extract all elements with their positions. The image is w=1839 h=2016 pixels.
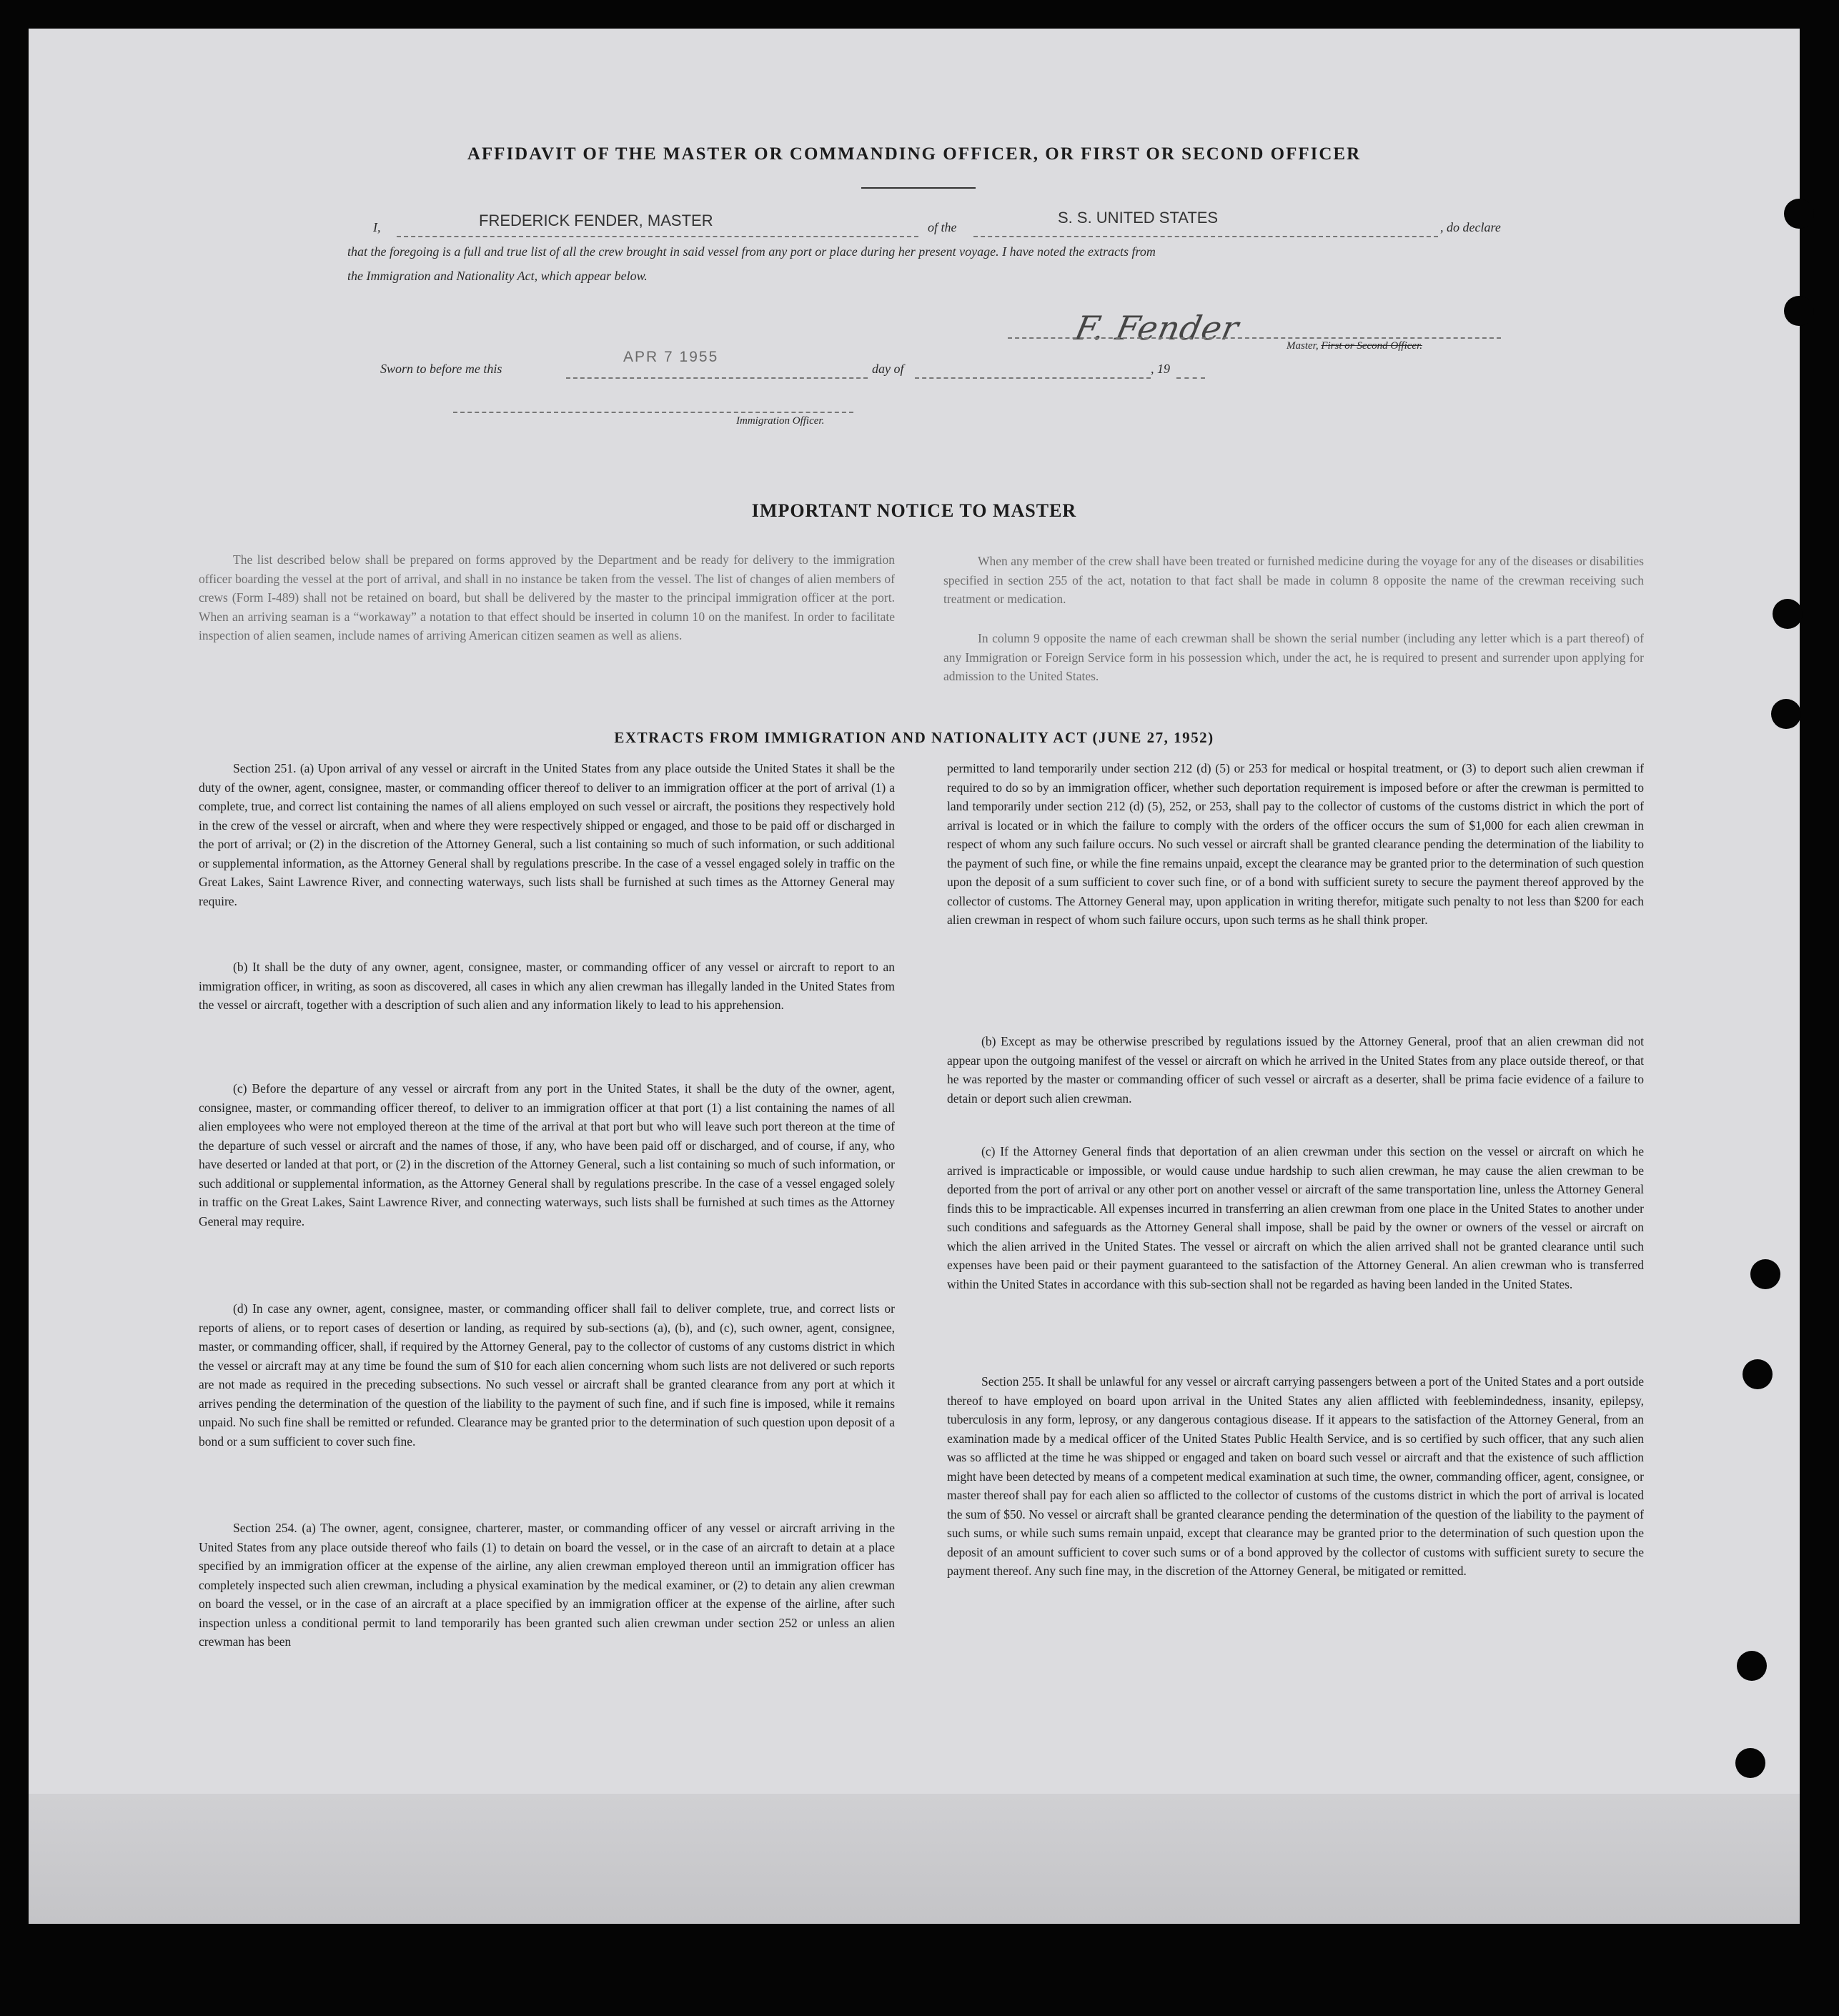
- section-251-a: Section 251. (a) Upon arrival of any vessel or aircraft in the United States from any place outside the United States it shall be the duty of the owner, agent, consignee, master, or commanding officer thereof to deliver to an immigration officer at the port of arrival (1) a complete, true, and correct list containing the names of all aliens employed on such vessel or aircraft, the positions they respectively hold in the crew of the vessel or aircraft, when and where they were respectively shipped or engaged, and those to be paid off or discharged in the port of arrival; or (2) in the discretion of the Attorney General, such a list containing so much of such information, or such additional or supplemental information, as the Attorney General shall by regulations prescribe. In the case of a vessel engaged solely in traffic on the Great Lakes, Saint Lawrence River, and connecting waterways, such lists shall be furnished at such times as the Attorney General may require.: [199, 761, 895, 908]
- struck-officer-text: First or Second Officer.: [1321, 340, 1422, 352]
- officer-signature-line: [453, 412, 853, 413]
- year-prefix: , 19: [1151, 362, 1170, 376]
- title-rule: [861, 187, 976, 189]
- extracts-title: EXTRACTS FROM IMMIGRATION AND NATIONALITY ACT (JUNE 27, 1952): [614, 729, 1214, 746]
- sworn-date-stamp: APR 7 1955: [623, 349, 719, 365]
- binder-hole: [1735, 1748, 1765, 1778]
- declaration-line-2: the Immigration and Nationality Act, which appear below.: [347, 269, 648, 283]
- notice-right-paragraph-2: In column 9 opposite the name of each crewman shall be shown the serial number (including any letter which is a part thereof) of any Immigration or Foreign Service form in his possession which, under the act, he is required to present and surrender upon applying for admission to the United States.: [943, 631, 1644, 683]
- section-251-d: (d) In case any owner, agent, consignee, master, or commanding officer shall fail to deliver complete, true, and correct lists or reports of aliens, or to report cases of desertion or landing, as required by sub-sections (a), (b), and (c), such owner, agent, consignee, master, or commanding officer, shall, if required by the Attorney General, pay to the collector of customs of any customs district in which the vessel or aircraft may at any time be found the sum of $10 for each alien concerning whom such lists are not delivered or such reports are not made as required in the preceding subsections. No such vessel or aircraft shall be granted clearance from any port at which it arrives pending the determination of the question of the liability to the payment of such fine, and if such fine is imposed, while it remains unpaid. No such fine shall be remitted or refunded. Clearance may be granted prior to the determination of such question upon deposit of a bond or a sum sufficient to cover such fine.: [199, 1301, 895, 1449]
- binder-hole: [1743, 1359, 1773, 1389]
- section-255: Section 255. It shall be unlawful for any vessel or aircraft carrying passengers between a port of the United States and a port outside thereof to have employed on board upon arrival in the United States any alien afflicted with feeblemindedness, insanity, epilepsy, tuberculosis in any form, leprosy, or any dangerous contagious disease. If it appears to the satisfaction of the Attorney General, from an examination made by a medical officer of the United States Public Health Service, and is so certified by such officer, that any such alien was so afflicted at the time he was shipped or engaged and taken on board such vessel or aircraft and that the existence of such affliction might have been detected by means of a competent medical examination at such time, the owner, commanding officer, agent, consignee, or master thereof shall pay for each alien so afflicted to the collector of customs of the customs district in which the port of arrival is located the sum of $50. No vessel or aircraft shall be granted clearance pending the determination of the question of the liability to the payment of such sums, or while such sums remain unpaid, except that clearance may be granted prior to the determination of such question upon the deposit of an amount sufficient to cover such sums or of a bond approved by the collector of customs with sufficient surety to secure the payment thereof. Any such fine may, in the discretion of the Attorney General, be mitigated or remitted.: [947, 1374, 1644, 1578]
- declaration-line-1: that the foregoing is a full and true list of all the crew brought in said vessel from any port or place during her present voyage. I have noted the extracts from: [347, 244, 1156, 259]
- notice-left-paragraph: The list described below shall be prepared on forms approved by the Department and be ready for delivery to the immigration officer boarding the vessel at the port of arrival, and shall in no instance be taken from the vessel. The list of changes of alien members of crews (Form I-489) shall not be retained on board, but shall be delivered by the master to the principal immigration officer at the port. When an arriving seaman is a “workaway” a notation to that effect should be inserted in column 10 on the manifest. In order to facilitate inspection of alien seamen, include names of arriving American citizen seamen as well as aliens.: [199, 552, 895, 642]
- binder-hole: [1750, 1259, 1780, 1289]
- immigration-officer-label: Immigration Officer.: [736, 415, 825, 427]
- document-page: [29, 29, 1800, 1924]
- section-254-a-continued: permitted to land temporarily under section 212 (d) (5) or 253 for medical or hospital treatment, or (3) to deport such alien crewman if required to do so by an immigration officer, whether such deportation requirement is imposed before or after the crewman is permitted to land temporarily under section 212 (d) (5), 252, or 253, shall pay to the collector of customs of the customs district in which the port of arrival is located or in which the failure to comply with the orders of the officer occurs the sum of $1,000 for each alien crewman in respect of whom any such failure occurs. No such vessel or aircraft shall be granted clearance pending the determination of the liability to the payment of such fine, or while the fine remains unpaid, except the clearance may be granted prior to the determination of such question upon the deposit of a sum sufficient to cover such fine, or of a bond with sufficient surety to secure the payment thereof approved by the collector of customs. The Attorney General may, upon application in writing therefor, mitigate such penalty to not less than $200 for each alien crewman in respect of whom such failure occurs, upon such terms as he shall think proper.: [947, 761, 1644, 927]
- sworn-label: Sworn to before me this: [380, 362, 502, 376]
- binder-hole: [1784, 199, 1814, 229]
- month-line: [915, 377, 1151, 379]
- sworn-date-line: [566, 377, 868, 379]
- vessel-line: [973, 236, 1438, 237]
- section-251-b: (b) It shall be the duty of any owner, agent, consignee, master, or commanding officer of any vessel or aircraft to report to an immigration officer, in writing, as soon as discovered, all cases in which any alien crewman has illegally landed in the United States from the vessel or aircraft, together with a description of such alien and any information likely to lead to his apprehension.: [199, 960, 895, 1012]
- binder-hole: [1773, 599, 1803, 629]
- of-the-label: of the: [928, 220, 957, 234]
- section-251-c: (c) Before the departure of any vessel or aircraft from any port in the United States, it shall be the duty of the owner, agent, consignee, master, or commanding officer thereof, to deliver to an immigration officer at that port (1) a list containing the names of all alien employees who were not employed thereon at the time of the arrival at that port but who will leave such port thereon at the time of the departure of such vessel or aircraft and the names of those, if any, who have been paid off or discharged, and of course, if any, who have deserted or landed at that port, or (2) in the discretion of the Attorney General, such a list containing so much of such information, or such additional or supplemental information, as the Attorney General shall by regulations prescribe. In the case of a vessel engaged solely in traffic on the Great Lakes, Saint Lawrence River, and connecting waterways, such lists shall be furnished at such times as the Attorney General may require.: [199, 1081, 895, 1228]
- binder-hole: [1737, 1651, 1767, 1681]
- name-line: [397, 236, 918, 237]
- master-signature: F. Fender: [1071, 309, 1243, 347]
- master-title: Master,: [1287, 340, 1319, 352]
- binder-hole: [1784, 296, 1814, 326]
- section-254-c: (c) If the Attorney General finds that deportation of an alien crewman under this section on the vessel or aircraft on which he arrived is impracticable or impossible, or would cause undue hardship to such alien crewman, he may cause the alien crewman to be deported from the port of arrival or any other port on another vessel or aircraft of the same transportation line, unless the Attorney General finds this to be impracticable. All expenses incurred in transferring an alien crewman from one place in the United States to another under such conditions and safeguards as the Attorney General shall impose, shall be paid by the owner or owners of the vessel or aircraft on which the alien arrived in the United States. The vessel or aircraft on which the alien arrived shall not be granted clearance until such expenses have been paid or their payment guaranteed to the satisfaction of the Attorney General. An alien crewman who is transferred within the United States in accordance with this sub-section shall not be regarded as having been landed in the United States.: [947, 1144, 1644, 1291]
- page-bottom-strip: [29, 1794, 1800, 1924]
- do-declare: , do declare: [1440, 220, 1501, 234]
- section-254-b: (b) Except as may be otherwise prescribed by regulations issued by the Attorney General, proof that an alien crewman did not appear upon the outgoing manifest of the vessel or aircraft on which he arrived in the United States from any place outside thereof, or that he was reported by the master or commanding officer of such vessel or aircraft as a deserter, shall be prima facie evidence of a failure to detain or deport such alien crewman.: [947, 1034, 1644, 1106]
- section-254-a: Section 254. (a) The owner, agent, consignee, charterer, master, or commanding officer of any vessel or aircraft arriving in the United States from any place outside thereof who fails (1) to detain on board the vessel, or in the case of an aircraft to detain at a place specified by an immigration officer at the expense of the airline, any alien crewman employed thereon until an immigration officer has completely inspected such alien crewman, including a physical examination by the medical examiner, or (2) to detain any alien crewman on board the vessel, or in the case of an aircraft at a place specified by an immigration officer at the expense of the airline, after such inspection unless a conditional permit to land temporarily has been granted such alien crewman under section 252 or unless an alien crewman has been: [199, 1521, 895, 1649]
- notice-title: IMPORTANT NOTICE TO MASTER: [751, 500, 1077, 521]
- year-line: [1176, 377, 1205, 379]
- notice-right-paragraph-1: When any member of the crew shall have been treated or furnished medicine during the voyage for any of the diseases or disabilities specified in section 255 of the act, notation to that fact shall be made in column 8 opposite the name of the crewman receiving such treatment or medication.: [943, 554, 1644, 606]
- master-name: FREDERICK FENDER, MASTER: [479, 212, 713, 229]
- master-label: [1287, 340, 1422, 352]
- affidavit-title: AFFIDAVIT OF THE MASTER OR COMMANDING OFFICER, OR FIRST OR SECOND OFFICER: [467, 144, 1362, 164]
- signature-line: [1008, 337, 1501, 339]
- vessel-name: S. S. UNITED STATES: [1058, 209, 1219, 227]
- i-label: I,: [373, 220, 381, 234]
- day-of-label: day of: [872, 362, 904, 376]
- binder-hole: [1771, 699, 1801, 729]
